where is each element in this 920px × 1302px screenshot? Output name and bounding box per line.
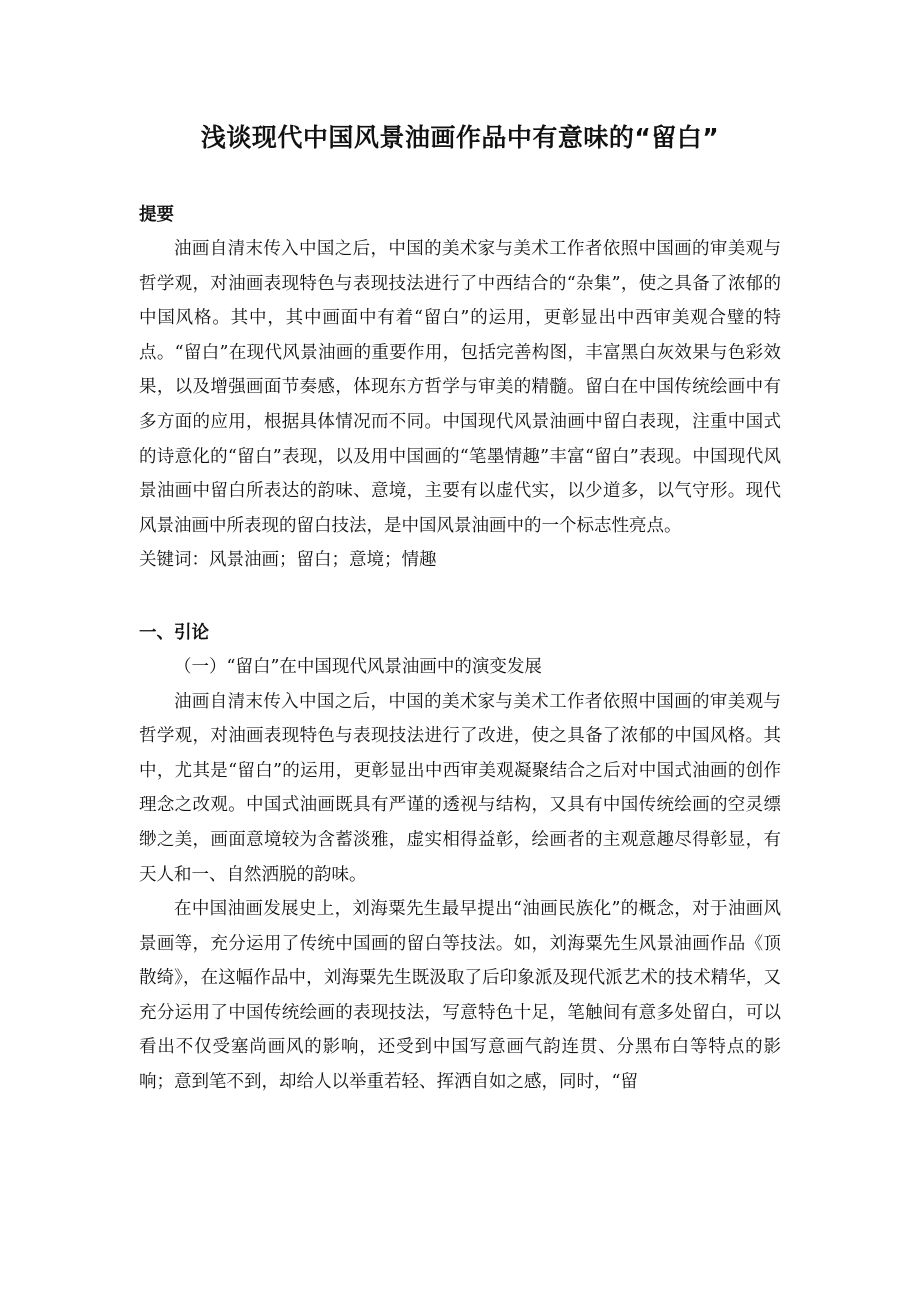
section-spacer bbox=[139, 578, 781, 616]
keywords-line: 关键词：风景油画；留白；意境；情趣 bbox=[139, 550, 437, 571]
section-heading-introduction: 一、引论 bbox=[139, 622, 209, 643]
abstract-heading: 提要 bbox=[139, 205, 174, 225]
subsection-heading-evolution: （一）“留白”在中国现代风景油画中的演变发展 bbox=[174, 656, 542, 677]
body-paragraph-2: 在中国油画发展史上，刘海粟先生最早提出“油画民族化”的概念，对于油画风景画等，充分运用了传统中国画的留白等技法。如，刘海粟先生风景油画作品《顶散绮》，在这幅作品中，刘海粟先生既汲取了后印象派及现代派艺术的技术精华，又充分运用了中国传统绘画的表现技法，写意特色十足，笔触间有意多处留白，可以看出不仅受塞尚画风的影响，还受到中国写意画气韵连贯、分黑布白等特点的影响；意到笔不到，却给人以举重若轻、挥洒自如之感，同时，“留 bbox=[139, 899, 781, 1093]
abstract-paragraph: 油画自清末传入中国之后，中国的美术家与美术工作者依照中国画的审美观与哲学观，对油画表现特色与表现技法进行了中西结合的“杂集”，使之具备了浓郁的中国风格。其中，其中画面中有着“留白”的运用，更彰显出中西审美观合璧的特点。“留白”在现代风景油画的重要作用，包括完善构图，丰富黑白灰效果与色彩效果，以及增强画面节奏感，体现东方哲学与审美的精髓。留白在中国传统绘画中有多方面的应用，根据具体情况而不同。中国现代风景油画中留白表现，注重中国式的诗意化的“留白”表现，以及用中国画的“笔墨情趣”丰富“留白”表现。中国现代风景油画中留白所表达的韵味、意境，主要有以虚代实，以少道多，以气守形。现代风景油画中所表现的留白技法，是中国风景油画中的一个标志性亮点。 bbox=[139, 239, 781, 536]
document-body bbox=[139, 198, 781, 1100]
document-title: 浅谈现代中国风景油画作品中有意味的“留白” bbox=[200, 123, 720, 152]
body-paragraph-1: 油画自清末传入中国之后，中国的美术家与美术工作者依照中国画的审美观与哲学观，对油画表现特色与表现技法进行了改进，使之具备了浓郁的中国风格。其中，尤其是“留白”的运用，更彰显出中西审美观凝聚结合之后对中国式油画的创作理念之改观。中国式油画既具有严谨的透视与结构，又具有中国传统绘画的空灵缥缈之美，画面意境较为含蓄淡雅，虚实相得益彰，绘画者的主观意趣尽得彰显，有天人和一、自然洒脱的韵味。 bbox=[139, 691, 781, 885]
